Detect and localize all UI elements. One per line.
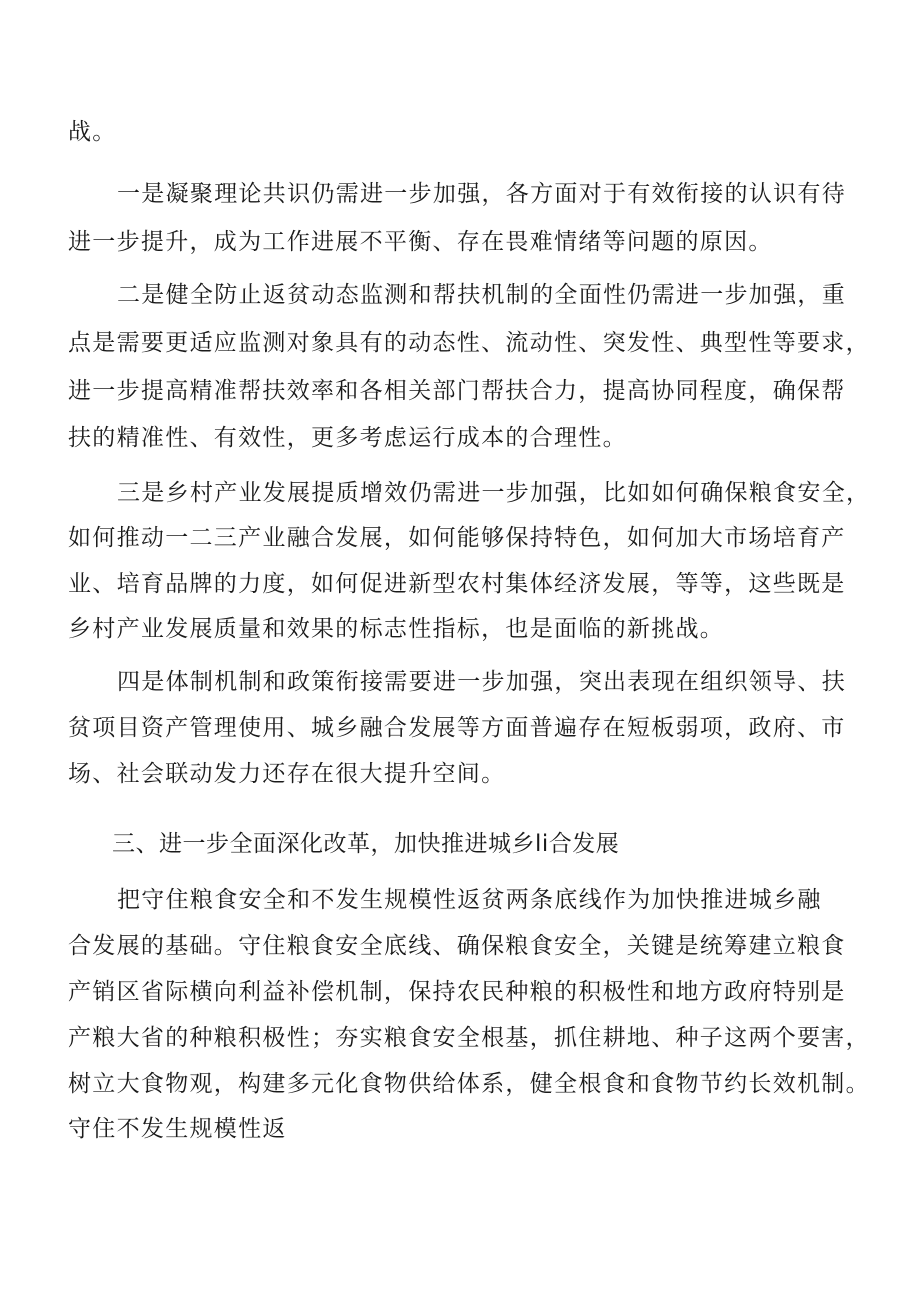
paragraph-line: 进一步提升，成为工作进展不平衡、存在畏难情绪等问题的原因。: [68, 229, 773, 255]
paragraph-line: 四是体制机制和政策衔接需要进一步加强，突出表现在组织领导、扶: [117, 669, 846, 695]
paragraph-line: 场、社会联动发力还存在很大提升空间。: [68, 761, 506, 787]
paragraph-line: 业、培育品牌的力度，如何促进新型农村集体经济发展，等等，这些既是: [68, 571, 846, 597]
paragraph-line: 三是乡村产业发展提质增效仍需进一步加强，比如如何确保粮食安全，: [117, 480, 871, 506]
paragraph-line: 产销区省际横向利益补偿机制，保持农民种粮的积极性和地方政府特别是: [68, 979, 846, 1005]
paragraph-line: 守住不发生规模性返: [68, 1116, 287, 1142]
paragraph-line: 把守住粮食安全和不发生规模性返贫两条底线作为加快推进城乡融: [117, 887, 822, 913]
paragraph-line: 树立大食物观，构建多元化食物供给体系，健全根食和食物节约长效机制。: [68, 1071, 870, 1097]
paragraph-line: 如何推动一二三产业融合发展，如何能够保持特色，如何加大市场培育产: [68, 525, 846, 551]
paragraph-line: 乡村产业发展质量和效果的标志性指标，也是面临的新挑战。: [68, 616, 725, 642]
paragraph-line: 贫项目资产管理使用、城乡融合发展等方面普遍存在短板弱项，政府、市: [68, 715, 846, 741]
paragraph-line: 进一步提高精准帮扶效率和各相关部门帮扶合力，提高协同程度，确保帮: [68, 378, 846, 404]
paragraph-line: 点是需要更适应监测对象具有的动态性、流动性、突发性、典型性等要求，: [68, 330, 870, 356]
paragraph-line: 扶的精准性、有效性，更多考虑运行成本的合理性。: [68, 425, 627, 451]
paragraph-line: 二是健全防止返贫动态监测和帮扶机制的全面性仍需进一步加强，重: [117, 282, 846, 308]
carryover-line: 战。: [68, 119, 117, 145]
paragraph-line: 产粮大省的种粮积极性；夯实粮食安全根基，抓住耕地、种子这两个要害，: [68, 1025, 870, 1051]
paragraph-line: 一是凝聚理论共识仍需进一步加强，各方面对于有效衔接的认识有待: [117, 181, 846, 207]
paragraph-line: 合发展的基础。守住粮食安全底线、确保粮食安全，关键是统筹建立粮食: [68, 933, 846, 959]
section-heading: 三、进一步全面深化改革，加快推进城乡li合发展: [112, 831, 620, 857]
